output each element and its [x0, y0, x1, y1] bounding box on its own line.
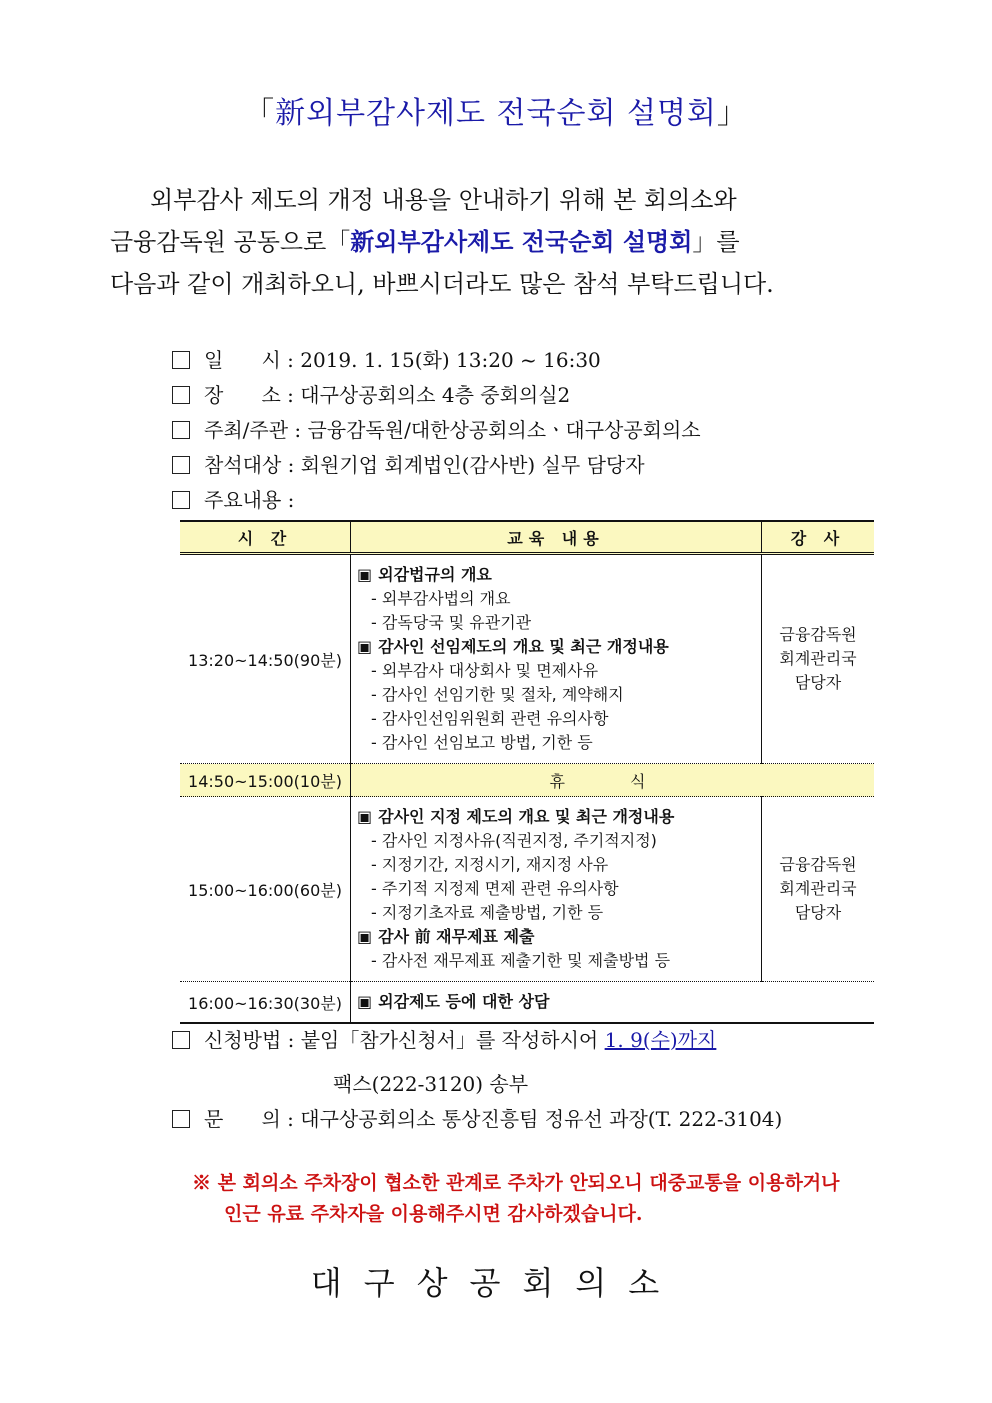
header-instructor: 강 사 [762, 521, 875, 554]
checkbox-icon [172, 1031, 190, 1049]
title-text: 新외부감사제도 전국순회 설명회 [275, 96, 717, 131]
instructor-line: 회계관리국 [779, 879, 857, 898]
detail-label: 주최/주관 [204, 418, 289, 442]
intro-line-2-pre: 금융감독원 공동으로「 [110, 228, 351, 256]
session-time: 13:20~14:50(90분) [180, 554, 351, 764]
detail-value: : [287, 488, 295, 512]
topic-heading [357, 925, 755, 949]
topic-heading [357, 805, 755, 829]
session-content [351, 982, 875, 1024]
session-time: 15:00~16:00(60분) [180, 797, 351, 982]
topic-item: - 지정기간, 지정시기, 재지정 사유 [371, 855, 609, 874]
square-bullet-icon: ▣ [357, 927, 373, 946]
topic-item: - 지정기초자료 제출방법, 기한 등 [371, 903, 604, 922]
checkbox-icon [172, 456, 190, 474]
detail-value: : 붙임「참가신청서」를 작성하시어 [287, 1028, 605, 1052]
topic-heading-text: 감사 前 재무제표 제출 [378, 927, 535, 946]
topic-heading [357, 563, 755, 587]
parking-notice [192, 1168, 840, 1230]
topic-item: - 외부감사 대상회사 및 면제사유 [371, 661, 599, 680]
square-bullet-icon: ▣ [357, 565, 373, 584]
topic-heading-text: 감사인 선임제도의 개요 및 최근 개정내용 [378, 637, 669, 656]
intro-line-1: 외부감사 제도의 개정 내용을 안내하기 위해 본 회의소와 [150, 186, 737, 214]
topic-heading [357, 990, 868, 1014]
checkbox-icon [172, 386, 190, 404]
break-label: 휴 식 [351, 764, 875, 797]
intro-line-2 [110, 222, 890, 262]
instructor-line: 금융감독원 [779, 625, 857, 644]
session-content [351, 797, 762, 982]
detail-label: 장 소 [204, 383, 281, 407]
topic-heading-text: 외감제도 등에 대한 상담 [378, 992, 550, 1011]
instructor-line: 담당자 [794, 673, 842, 692]
table-row [180, 554, 874, 764]
topic-item: - 주기적 지정제 면제 관련 유의사항 [371, 879, 619, 898]
header-content: 교육 내용 [351, 521, 762, 554]
notice-line: ※ 본 회의소 주차장이 협소한 관계로 주차가 안되오니 대중교통을 이용하거나 [192, 1172, 840, 1194]
table-header-row [180, 521, 874, 554]
square-bullet-icon: ▣ [357, 992, 373, 1011]
topic-heading-text: 외감법규의 개요 [378, 565, 492, 584]
apply-method-fax: 팩스(222-3120) 송부 [333, 1072, 529, 1096]
table-row-break [180, 764, 874, 797]
break-time: 14:50~15:00(10분) [180, 764, 351, 797]
notice-line: 인근 유료 주차자을 이용해주시면 감사하겠습니다. [224, 1203, 643, 1225]
detail-label: 일 시 [204, 348, 281, 372]
topic-item: - 감사인 선임보고 방법, 기한 등 [371, 733, 593, 752]
detail-label: 문 의 [204, 1107, 281, 1131]
topic-item: - 감사인 선임기한 및 절차, 계약해지 [371, 685, 624, 704]
checkbox-icon [172, 351, 190, 369]
detail-value: : 대구상공회의소 통상진흥팀 정유선 과장(T. 222-3104) [287, 1107, 783, 1131]
detail-value: : 회원기업 회계법인(감사반) 실무 담당자 [287, 453, 645, 477]
page-title [0, 88, 992, 132]
topic-item: - 감사인선임위원회 관련 유의사항 [371, 709, 609, 728]
inquiry [172, 1103, 782, 1132]
topic-heading-text: 감사인 지정 제도의 개요 및 최근 개정내용 [378, 807, 675, 826]
instructor-line: 회계관리국 [779, 649, 857, 668]
intro-line-3: 다음과 같이 개최하오니, 바쁘시더라도 많은 참석 부탁드립니다. [110, 270, 774, 298]
checkbox-icon [172, 1110, 190, 1128]
detail-value: : 대구상공회의소 4층 중회의실2 [287, 383, 571, 407]
detail-label: 참석대상 [204, 453, 282, 477]
topic-item: - 감사전 재무제표 제출기한 및 제출방법 등 [371, 951, 671, 970]
instructor-line: 금융감독원 [779, 855, 857, 874]
square-bullet-icon: ▣ [357, 807, 373, 826]
detail-host [172, 414, 701, 443]
instructor-line: 담당자 [794, 903, 842, 922]
table-row [180, 797, 874, 982]
detail-value: : 2019. 1. 15(화) 13:20 ~ 16:30 [287, 348, 601, 372]
schedule-table [180, 520, 874, 1024]
detail-label: 주요내용 [204, 488, 282, 512]
session-instructor [762, 554, 875, 764]
intro-line-2-post: 」를 [692, 228, 740, 256]
title-bracket-open: 「 [244, 96, 276, 131]
checkbox-icon [172, 491, 190, 509]
detail-target [172, 449, 645, 478]
intro-event-name: 新외부감사제도 전국순회 설명회 [350, 227, 693, 256]
topic-heading [357, 635, 755, 659]
session-instructor [762, 797, 875, 982]
detail-date [172, 344, 601, 373]
detail-label: 신청방법 [204, 1028, 282, 1052]
detail-content [172, 484, 294, 513]
topic-item: - 외부감사법의 개요 [371, 589, 511, 608]
apply-deadline: 1. 9(수)까지 [604, 1028, 717, 1052]
session-content [351, 554, 762, 764]
title-bracket-close: 」 [716, 96, 748, 131]
detail-value: : 금융감독원/대한상공회의소ㆍ대구상공회의소 [294, 418, 701, 442]
apply-method [172, 1024, 716, 1053]
square-bullet-icon: ▣ [357, 637, 373, 656]
topic-item: - 감사인 지정사유(직권지정, 주기적지정) [371, 831, 657, 850]
session-time: 16:00~16:30(30분) [180, 982, 351, 1024]
organization-name: 대구상공회의소 [310, 1264, 682, 1302]
header-time: 시 간 [180, 521, 351, 554]
detail-place [172, 379, 570, 408]
table-row [180, 982, 874, 1024]
topic-item: - 감독당국 및 유관기관 [371, 613, 532, 632]
checkbox-icon [172, 421, 190, 439]
